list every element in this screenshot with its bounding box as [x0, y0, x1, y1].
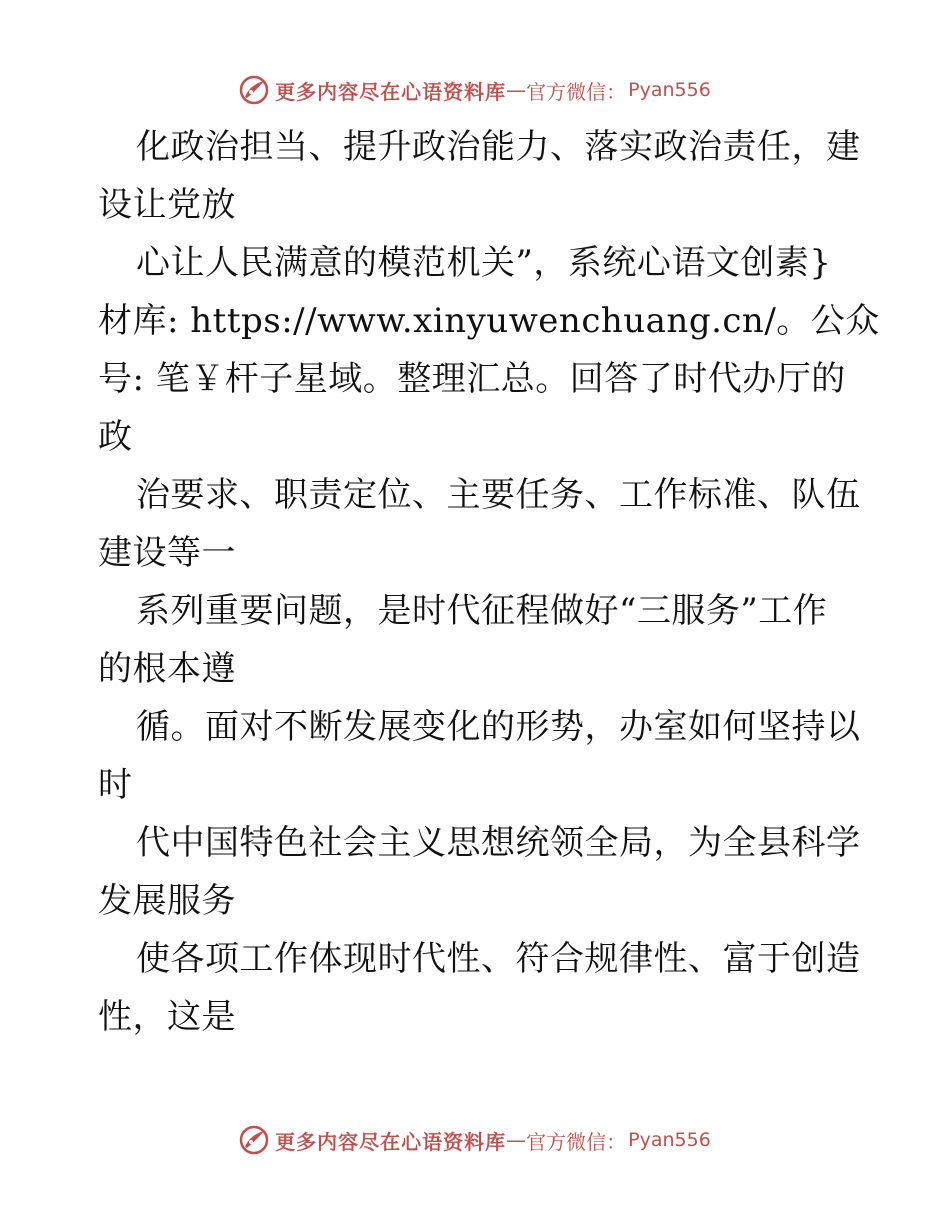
- body-line: 循。面对不断发展变化的形势，办室如何坚持以: [136, 707, 861, 747]
- banner-dash: —: [506, 78, 527, 102]
- body-line: 建设等一: [98, 533, 236, 573]
- body-line: 时: [98, 765, 133, 805]
- body-line: 号: 笔￥杆子星域。整理汇总。回答了时代办厅的: [98, 359, 846, 399]
- body-line: 设让党放: [98, 185, 236, 225]
- body-line: 的根本遵: [98, 649, 236, 689]
- body-line: 使各项工作体现时代性、符合规律性、富于创造: [136, 939, 861, 979]
- body-line: 心让人民满意的模范机关”，系统心语文创素}: [136, 243, 832, 283]
- pen-logo-icon: [239, 75, 269, 105]
- header-banner: [0, 70, 950, 110]
- body-line: 化政治担当、提升政治能力、落实政治责任，建: [136, 127, 861, 167]
- pen-logo-icon: [239, 1125, 269, 1155]
- document-body: [98, 118, 880, 1046]
- body-line: 性，这是: [98, 997, 236, 1037]
- banner-main-text: 更多内容尽在心语资料库: [275, 1129, 507, 1154]
- body-line: 系列重要问题，是时代征程做好“三服务”工作: [136, 591, 828, 631]
- banner-wechat-label: 官方微信：: [526, 1129, 627, 1154]
- body-line: 治要求、职责定位、主要任务、工作标准、队伍: [136, 475, 861, 515]
- banner-wechat-label: 官方微信：: [526, 79, 627, 104]
- banner-wechat-id: Pyan556: [628, 1129, 711, 1151]
- body-line: 代中国特色社会主义思想统领全局，为全县科学: [136, 823, 861, 863]
- footer-banner: [0, 1120, 950, 1160]
- body-line: 政: [98, 417, 133, 457]
- banner-main-text: 更多内容尽在心语资料库: [275, 79, 507, 104]
- body-line: 发展服务: [98, 881, 236, 921]
- banner-wechat-id: Pyan556: [628, 79, 711, 101]
- body-line: 材库: https://www.xinyuwenchuang.cn/。公众: [98, 301, 880, 341]
- banner-dash: —: [506, 1128, 527, 1152]
